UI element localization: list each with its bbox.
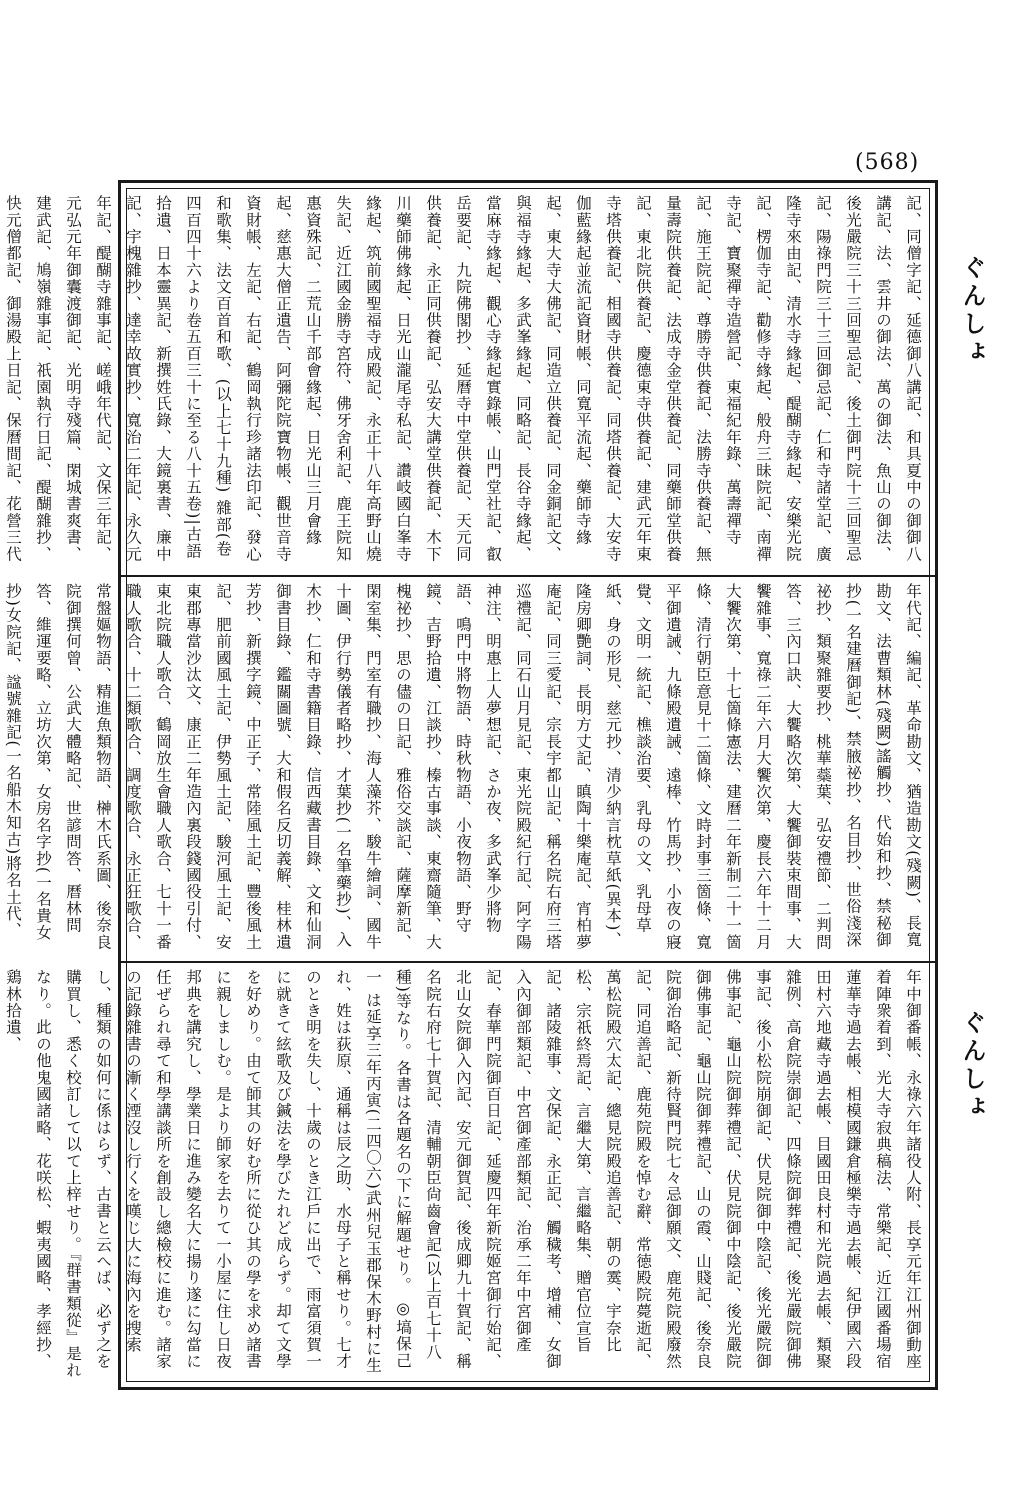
- vertical-text-band-2: 年代記、編記、革命勘文、猶造勘文(殘闕)、長寬勘文、法曹類林(殘闕)謠觸抄、代始和抄、禁秘御抄(一名建曆御記)、禁腋祕抄、名目抄、世俗淺深祕抄、類聚雜要抄、桃華蘂葉、弘安禮節、二判問答、三內口訣、大饗略次第、大饗御裝束間事、大饗雜事、寬祿二年六月大饗次第、慶長六年十二月大饗次第、十七箇條憲法、建曆二年新制二十一箇條、清行朝臣意見十二箇條、文時封事三箇條、寬平御遺誡、九條殿遺誡、遠棒、竹馬抄、小夜の寢覺、文明一統記、樵談治要、乳母の文、乳母草紙、身の形見、慈元抄、清少納言枕草紙(異本)、隆房卿艷詞、長明方丈記、瞋陶十樂庵記、宵柏夢庵記、同三愛記、宗長宇都山記、稱名院右府三塔巡禮記、同石山月見記、東光院殿紀行記、阿字陽神注、明惠上人夢想記、さか夜、多武峯少將物語、鳴門中將物語、時秋物語、小夜物語、野守鏡、吉野拾遺、江談抄、榛古事談、東齋隨筆、大槐祕抄、思の儘の日記、雅俗交談記、薩摩新記、閑室集、門室有職抄、海人藻芥、駿牛繪詞、國牛十圖、伊行勢儀者略抄、才葉抄(一名筆藥抄)、入木抄、仁和寺書籍目錄、信西藏書目錄、文和仙洞御書目錄、鑑關圖號、大和假名反切義解、桂林遺芳抄、新撰字鏡、中正子、常陸風土記、豐後風土記、肥前國風土記、伊勢風土記、駿河風土記、安東郡專當沙汰文、康正二年造內裏段錢國役引付、東北院職人歌合、鶴岡放生會職人歌合、七十一番職人歌合、十二類歌合、調度歌合、永正狂歌合、常盤嫗物語、精進魚類物語、榊木氏系圖、後奈良院御撰何曾、公武大體略記、世諺問答、曆林問答、維運要略、立坊次第、女房名字抄(一名貴女抄)女院記、諡號雜記(一名船木知古)將名土代、: [4, 583, 922, 951]
- text-band-2: [4, 583, 928, 953]
- vertical-text-band-3: 年中御番帳、永祿六年諸役人附、長享元年江州御動座着陣衆着到、光大寺寂典稿法、常樂記、近江國番場宿蓮華寺過去帳、相模國鎌倉極樂寺過去帳、紀伊國六段田村六地藏寺過去帳、目國田良村和光院過去帳、類聚雜例、高倉院崇御記、四條院御葬禮記、後光嚴院御佛事記、後小松院崩御記、伏見院御中陰記、後光嚴院御佛事記、龜山院御葬禮記、伏見院御中陰記、後光嚴院御佛事記、龜山院御葬禮記、山の霞、山賤記、後奈良院御治略記、新待賢門院七々忌御願文、鹿苑院殿廢然記、同追善記、鹿苑院殿を悼む辭、常徳殿院薨逝記、萬松院殿穴太記、總見院殿追善記、朝の霙、宇奈比松、宗祇終焉記、言繼大第、言繼略集、贈官位宣旨記、諸陵雜事、文保記、永正記、觸穢考、增補、女御入內御部類記、中宮御產部類記、治承二年中宮御產記、春華門院御百日記、延慶四年新院姬宮御行始記、北山女院御入內記、安元御賀記、後成卿九十賀記、稱名院右府七十賀記、清輔朝臣尙齒會記(以上百七十八種)等なり。各書は各題名の下に解題せり。 ◎塙保己一 は延享三年丙寅(二四〇六)武州兒玉郡保木野村に生れ、姓は荻原、通稱は辰之助、水母子と稱せり。七才のとき明を失し、十歲のとき江戶に出で、雨富須賀一に就きて絃歌及び鍼法を學びたれど成らず。却て文學を好めり。由て師其の好む所に從ひ其の學を求め諸書に親しましむ。是より師家を去りて一小屋に住し日夜邦典を講究し、學業日に進み變名大に揚り遂に勾當に任ぜられ尋て和學講談所を創設し總檢校に進む。諸家の記錄雜書の漸く湮沒し行くを嘆じ大に海內を搜索し、種類の如何に係はらず、古書と云へば、必ず之を購買し、悉く校訂して以て上梓せり。『群書類從』是れなり。此の他鬼國諸略、花咲松、蝦夷國略、孝經抄、鶏林拾遺、: [4, 969, 922, 1379]
- band-divider-1: [121, 575, 935, 577]
- text-band-1: [4, 195, 928, 569]
- text-band-3: [4, 969, 928, 1381]
- running-head-top: ぐんしょ: [958, 255, 986, 367]
- page-number: (568): [855, 150, 920, 175]
- band-divider-2: [121, 961, 935, 963]
- running-head-bottom: ぐんしょ: [958, 1010, 986, 1122]
- vertical-text-band-1: 記、同僧字記、延德御八講記、和具夏中の御御八講記、法、雲井の御法、萬の御法、魚山の御法、後光嚴院三十三回聖忌記、後土御門院十三回聖忌記、陽祿門院三十三回御忌記、仁和寺諸堂記、廣隆寺來由記、清水寺緣起、醍醐寺緣起、安樂光院記、楞伽寺記、勸修寺緣起、般舟三昧院記、南禪寺記、寶聚禪寺造營記、東福紀年錄、萬壽禪寺記、施王院記、尊勝寺供養記、法勝寺供養記、無量壽院供養記、法成寺金堂供養記、同藥師堂供養記、東北院供養記、慶德東寺供養記、建武元年東寺塔供養記、相國寺供養記、同塔供養記、大安寺伽藍緣起並流記資財帳、同寬平流起、藥師寺緣起、東大寺大佛記、同造立供養記、同金銅記文、與福寺緣起、多武峯緣起、同略記、長谷寺緣起、當麻寺緣起、觀心寺緣起實錄帳、山門堂社記、叡岳要記、九院佛閣抄、延曆寺中堂供養記、天元同供養記、永正同供養記、弘安大講堂供養記、木下川藥師佛緣起、日光山瀧尾寺私記、讚岐國白峯寺緣起、筑前國聖福寺成殿記、永正十八年高野山燒失記、近江國金勝寺宮符、佛牙舍利記、鹿王院知惠資殊記、二荒山千部會緣起、日光山三月會緣起、慈惠大僧正遺告、阿彌陀院寶物帳、觀世音寺資財帳、左記、右記、鶴岡執行珍諸法印記、發心和歌集、法文百首和歌、(以上七十九種) 雜部(卷四百四十六より卷五百三十に至る八十五卷)|古語拾遺、日本靈異記、新撰姓氏錄、大鏡裏書、廉中記、宇槐雜抄、達幸故實抄、寬治二年記、永久元年記、醍醐寺雜事記、嵯峨年代記、文保三年記、元弘元年御囊渡御記、光明寺殘篇、閑城書爽書、建武記、鳩嶺雜事記、祇園執行日記、醍醐雜抄、快元僧都記、御湯殿上日記、保曆間記、花營三代: [4, 195, 922, 563]
- page-frame: [4, 180, 938, 1390]
